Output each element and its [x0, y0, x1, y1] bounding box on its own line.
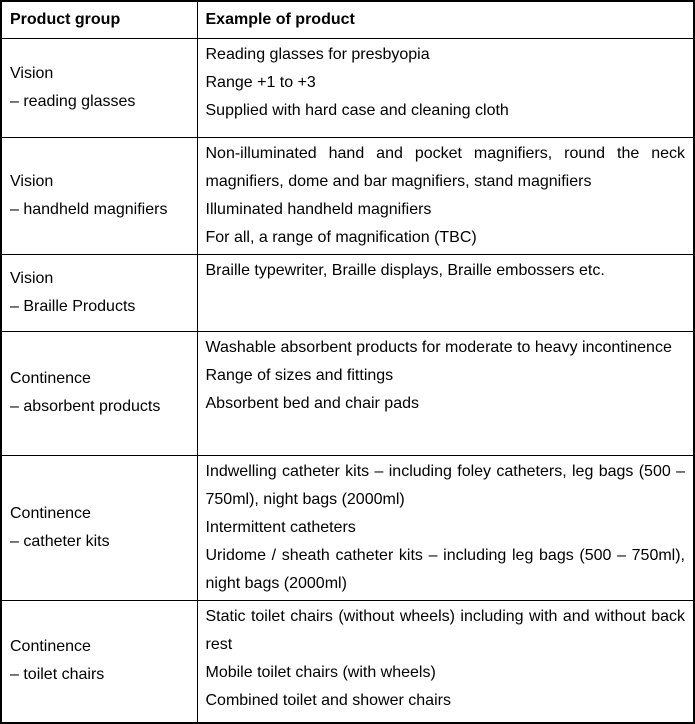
example-cell: [197, 137, 694, 254]
product-group-subtype: – Braille Products: [10, 297, 136, 315]
example-cell: [197, 600, 694, 723]
example-cell: [197, 254, 694, 331]
table-row: [1, 38, 694, 137]
product-group-name: Vision: [10, 172, 54, 190]
example-paragraph: Range +1 to +3: [205, 73, 316, 91]
example-paragraph: Combined toilet and shower chairs: [205, 691, 451, 709]
example-cell: [197, 38, 694, 137]
table-row: [1, 331, 694, 455]
product-group-name: Continence: [10, 504, 91, 522]
example-paragraph: Reading glasses for presbyopia: [205, 45, 430, 63]
table-row: [1, 600, 694, 723]
example-paragraph: Uridome / sheath catheter kits – including leg bags (500 – 750ml), night bags (2000ml): [205, 546, 685, 592]
product-group-cell: [1, 137, 197, 254]
column-header-product-group: Product group: [1, 1, 197, 38]
table-row: [1, 455, 694, 600]
product-group-name: Continence: [10, 370, 91, 387]
table-row: [1, 137, 694, 254]
example-cell: [197, 455, 694, 600]
example-paragraph: Intermittent catheters: [205, 518, 356, 536]
product-group-subtype: – toilet chairs: [10, 666, 105, 684]
example-paragraph: Mobile toilet chairs (with wheels): [205, 663, 436, 681]
table-row: [1, 254, 694, 331]
example-paragraph: Indwelling catheter kits – including foley catheters, leg bags (500 – 750ml), night bags (2000ml): [205, 462, 685, 508]
example-paragraph: Static toilet chairs (without wheels) including with and without back rest: [205, 607, 685, 653]
product-group-subtype: – absorbent products: [10, 398, 161, 415]
column-header-example-of-product: Example of product: [197, 1, 694, 38]
product-group-cell: [1, 254, 197, 331]
example-paragraph: Absorbent bed and chair pads: [205, 394, 419, 412]
example-paragraph: Supplied with hard case and cleaning cloth: [205, 101, 509, 119]
product-group-name: Vision: [10, 64, 54, 82]
product-group-subtype: – catheter kits: [10, 532, 110, 550]
product-group-subtype: – handheld magnifiers: [10, 200, 168, 218]
example-paragraph: For all, a range of magnification (TBC): [205, 228, 477, 246]
example-paragraph: Range of sizes and fittings: [205, 366, 394, 384]
example-paragraph: Illuminated handheld magnifiers: [205, 200, 432, 218]
product-group-subtype: – reading glasses: [10, 92, 136, 110]
product-group-name: Continence: [10, 638, 91, 656]
product-group-cell: [1, 600, 197, 723]
header-row: [1, 1, 694, 38]
product-group-name: Vision: [10, 269, 54, 287]
example-paragraph: Washable absorbent products for moderate to heavy incontinence: [205, 338, 672, 356]
product-group-cell: [1, 331, 197, 455]
example-paragraph: Braille typewriter, Braille displays, Braille embossers etc.: [205, 261, 605, 279]
product-group-cell: [1, 455, 197, 600]
example-cell: [197, 331, 694, 455]
example-paragraph: Non-illuminated hand and pocket magnifiers, round the neck magnifiers, dome and bar magnifiers, stand magnifiers: [205, 144, 685, 190]
product-group-cell: [1, 38, 197, 137]
